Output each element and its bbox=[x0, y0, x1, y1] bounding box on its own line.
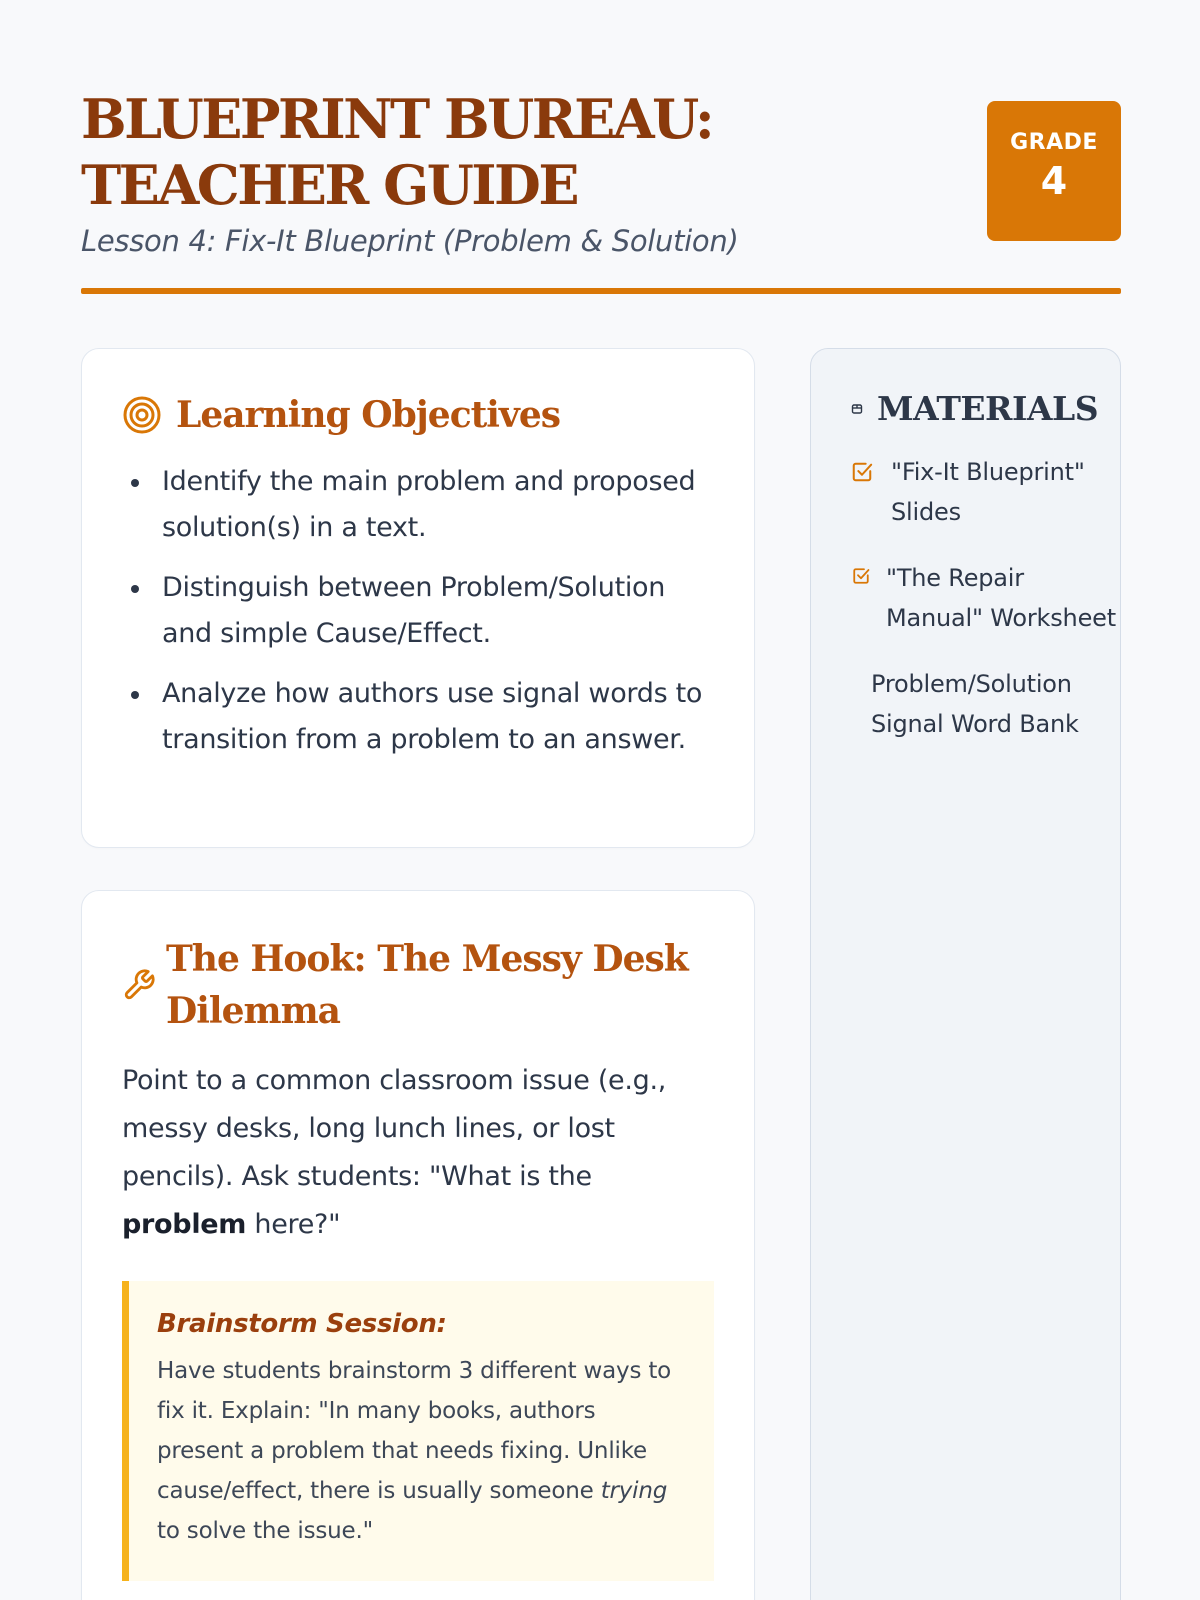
main-content bbox=[81, 348, 755, 1600]
material-label: "Fix-It Blueprint" Slides bbox=[891, 458, 1085, 526]
box-icon bbox=[851, 403, 863, 415]
hook-text-bold: problem bbox=[122, 1209, 247, 1240]
grade-label: GRADE bbox=[1010, 130, 1098, 155]
material-item bbox=[851, 452, 1120, 532]
objectives-title: Learning Objectives bbox=[176, 394, 561, 436]
page-header bbox=[81, 86, 1121, 292]
material-item bbox=[851, 664, 1120, 744]
hook-text-part: here?" bbox=[246, 1209, 341, 1240]
grade-value: 4 bbox=[1040, 159, 1068, 203]
checkbox-icon bbox=[852, 567, 870, 585]
objectives-heading bbox=[122, 389, 714, 441]
materials-sidebar bbox=[810, 348, 1121, 1600]
callout-text bbox=[157, 1351, 688, 1551]
callout-text-part: to solve the issue." bbox=[157, 1518, 373, 1544]
grade-badge bbox=[987, 101, 1121, 241]
target-icon bbox=[122, 395, 162, 435]
teacher-guide-page bbox=[81, 86, 1121, 1544]
checkbox-icon bbox=[851, 461, 873, 483]
objective-item: Distinguish between Problem/Solution and simple Cause/Effect. bbox=[122, 565, 714, 657]
wrench-icon bbox=[122, 968, 156, 1002]
callout-text-part: Have students brainstorm 3 different ways to fix it. Explain: "In many books, authors present a problem that needs fixing. Unlike cause/effect, there is usually someone bbox=[157, 1358, 672, 1504]
hook-title: The Hook: The Messy Desk Dilemma bbox=[166, 938, 688, 1032]
lesson-subtitle: Lesson 4: Fix-It Blueprint (Problem & Solution) bbox=[81, 224, 739, 258]
objective-item: Analyze how authors use signal words to transition from a problem to an answer. bbox=[122, 671, 714, 763]
hook-text-part: Point to a common classroom issue (e.g., messy desks, long lunch lines, or lost pencils). Ask students: "What is the bbox=[122, 1065, 667, 1192]
hook-card bbox=[81, 890, 755, 1600]
material-label: "The Repair Manual" Worksheet bbox=[886, 564, 1116, 632]
header-divider bbox=[81, 288, 1121, 294]
learning-objectives-card bbox=[81, 348, 755, 848]
materials-title: MATERIALS bbox=[877, 389, 1099, 428]
objective-item: Identify the main problem and proposed solution(s) in a text. bbox=[122, 459, 714, 551]
callout-title: Brainstorm Session: bbox=[157, 1309, 447, 1339]
callout-text-italic: trying bbox=[600, 1478, 668, 1504]
objectives-list bbox=[122, 459, 714, 763]
material-label: Problem/Solution Signal Word Bank bbox=[871, 670, 1079, 738]
hook-heading bbox=[122, 933, 714, 1037]
page-title: BLUEPRINT BUREAU: TEACHER GUIDE bbox=[81, 87, 713, 217]
materials-list bbox=[851, 452, 1120, 744]
brainstorm-callout bbox=[122, 1281, 714, 1581]
material-item bbox=[851, 558, 1120, 638]
materials-heading bbox=[851, 389, 1120, 428]
hook-text bbox=[122, 1057, 714, 1249]
